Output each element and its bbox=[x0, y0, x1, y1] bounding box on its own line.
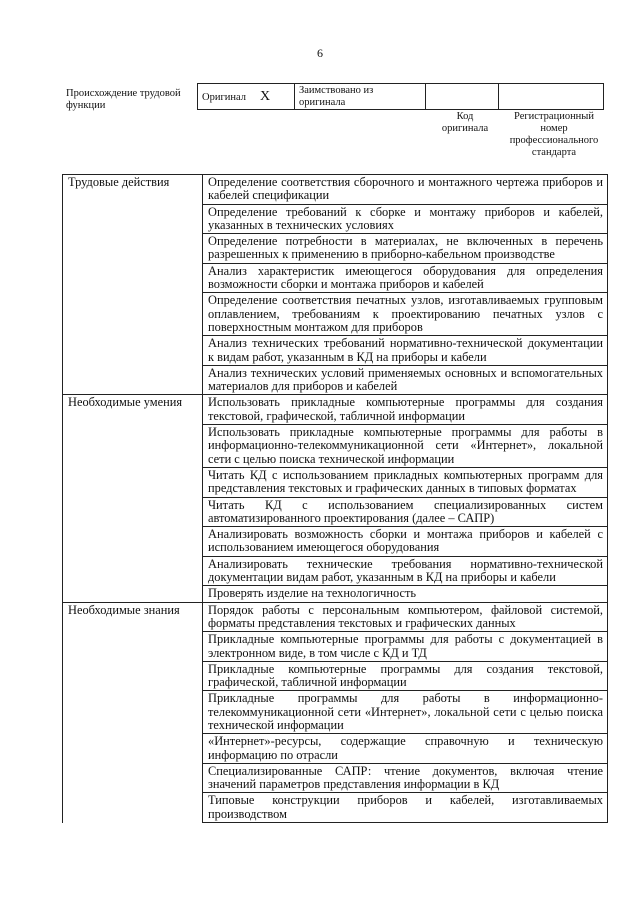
category-cell bbox=[63, 527, 203, 557]
table-row bbox=[63, 527, 608, 557]
table-row bbox=[63, 632, 608, 662]
category-cell bbox=[63, 691, 203, 734]
origin-label: Происхождение трудовой функции bbox=[66, 88, 181, 111]
table-row bbox=[63, 425, 608, 468]
category-cell bbox=[63, 734, 203, 764]
original-mark: X bbox=[260, 88, 271, 104]
table-row bbox=[63, 497, 608, 527]
category-cell bbox=[63, 336, 203, 366]
description-cell: Использовать прикладные компьютерные программы для создания текстовой, графической, табличной информации bbox=[203, 395, 608, 425]
description-cell: Анализировать технические требования нормативно-технической документации видам работ, указанным в КД на приборы и кабели bbox=[203, 556, 608, 586]
category-label: Необходимые знания bbox=[63, 602, 203, 632]
page-number: 6 bbox=[317, 46, 323, 60]
table-row bbox=[63, 556, 608, 586]
table-row bbox=[63, 263, 608, 293]
category-label: Трудовые действия bbox=[63, 175, 203, 205]
original-label: Оригинал bbox=[202, 91, 246, 103]
category-cell bbox=[63, 263, 203, 293]
table-row bbox=[63, 293, 608, 336]
table-row bbox=[63, 602, 608, 632]
description-cell: Специализированные САПР: чтение документов, включая чтение значений параметров представления информации в КД bbox=[203, 763, 608, 793]
table-row bbox=[63, 763, 608, 793]
description-cell: Читать КД с использованием прикладных компьютерных программ для представления текстовых и графических данных в типовых форматах bbox=[203, 467, 608, 497]
description-cell: Определение требований к сборке и монтажу приборов и кабелей, указанных в технических условиях bbox=[203, 204, 608, 234]
table-row bbox=[63, 336, 608, 366]
category-cell bbox=[63, 556, 203, 586]
category-cell bbox=[63, 204, 203, 234]
description-cell: Типовые конструкции приборов и кабелей, изготавливаемых производством bbox=[203, 793, 608, 823]
code-cell bbox=[426, 84, 499, 110]
category-cell bbox=[63, 425, 203, 468]
description-cell: Читать КД с использованием специализированных систем автоматизированного проектирования (далее – САПР) bbox=[203, 497, 608, 527]
description-cell: Прикладные компьютерные программы для создания текстовой, графической, табличной информации bbox=[203, 661, 608, 691]
description-cell: Анализ технических условий применяемых основных и вспомогательных материалов для приборов и кабелей bbox=[203, 365, 608, 395]
table-row bbox=[63, 793, 608, 823]
description-cell: Анализировать возможность сборки и монтажа приборов и кабелей с использованием имеющегося оборудования bbox=[203, 527, 608, 557]
description-cell: Проверять изделие на технологичность bbox=[203, 586, 608, 602]
category-cell bbox=[63, 234, 203, 264]
category-cell bbox=[63, 586, 203, 602]
table-row bbox=[63, 467, 608, 497]
code-label: Код оригинала bbox=[441, 111, 489, 134]
category-cell bbox=[63, 467, 203, 497]
category-cell bbox=[63, 365, 203, 395]
category-cell bbox=[63, 661, 203, 691]
table-row bbox=[63, 365, 608, 395]
description-cell: Прикладные компьютерные программы для работы с документацией в электронном виде, в том числе с КД и ТД bbox=[203, 632, 608, 662]
description-cell: Прикладные программы для работы в информационно-телекоммуникационной сети «Интернет», локальной сети с целью поиска технической информации bbox=[203, 691, 608, 734]
description-cell: Определение соответствия сборочного и монтажного чертежа приборов и кабелей спецификации bbox=[203, 175, 608, 205]
competency-table bbox=[62, 174, 608, 823]
table-row bbox=[63, 204, 608, 234]
description-cell: Определение соответствия печатных узлов, изготавливаемых групповым оплавлением, требованиям к проектированию печатных узлов с поверхностным монтажом для приборов bbox=[203, 293, 608, 336]
category-cell bbox=[63, 793, 203, 823]
table-row bbox=[63, 175, 608, 205]
table-row bbox=[63, 234, 608, 264]
description-cell: Анализ характеристик имеющегося оборудования для определения возможности сборки и монтажа приборов и кабелей bbox=[203, 263, 608, 293]
category-label: Необходимые умения bbox=[63, 395, 203, 425]
table-row bbox=[63, 586, 608, 602]
borrowed-cell: Заимствовано из оригинала bbox=[295, 84, 426, 110]
table-row bbox=[63, 661, 608, 691]
description-cell: «Интернет»-ресурсы, содержащие справочную и техническую информацию по отрасли bbox=[203, 734, 608, 764]
reg-number-label: Регистрационный номер профессионального стандарта bbox=[509, 111, 599, 158]
table-row bbox=[63, 734, 608, 764]
category-cell bbox=[63, 497, 203, 527]
table-row bbox=[63, 691, 608, 734]
original-cell bbox=[198, 84, 295, 110]
description-cell: Порядок работы с персональным компьютером, файловой системой, форматы представления текстовых и графических данных bbox=[203, 602, 608, 632]
table-row bbox=[63, 395, 608, 425]
description-cell: Анализ технических требований нормативно-технической документации к видам работ, указанным в КД на приборы и кабели bbox=[203, 336, 608, 366]
category-cell bbox=[63, 293, 203, 336]
category-cell bbox=[63, 632, 203, 662]
description-cell: Использовать прикладные компьютерные программы для работы в информационно-телекоммуникационной сети «Интернет», локальной сети с целью поиска технической информации bbox=[203, 425, 608, 468]
reg-number-cell bbox=[499, 84, 604, 110]
category-cell bbox=[63, 763, 203, 793]
description-cell: Определение потребности в материалах, не включенных в перечень разрешенных к применению в приборно-кабельном производстве bbox=[203, 234, 608, 264]
origin-table bbox=[197, 83, 604, 110]
